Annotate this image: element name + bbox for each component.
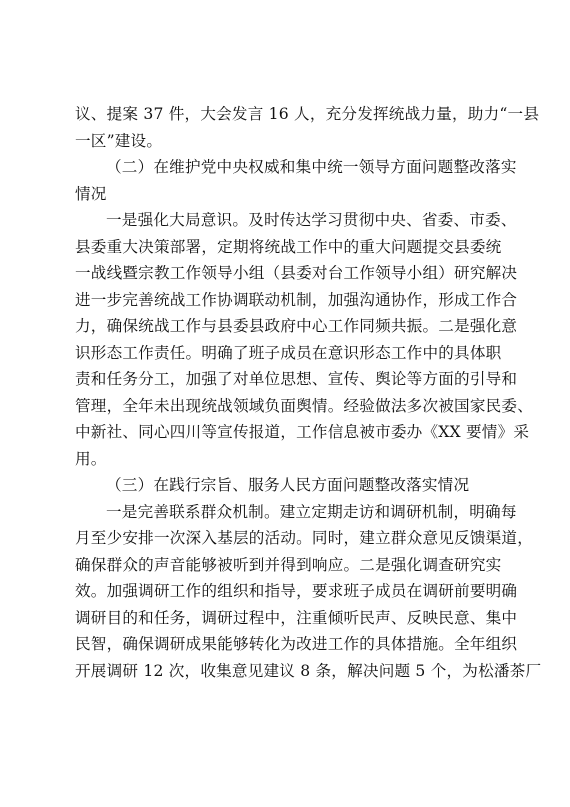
document-line: 月至少安排一次深入基层的活动。同时，建立群众意见反馈渠道， bbox=[75, 529, 534, 547]
document-line: 效。加强调研工作的组织和指导，要求班子成员在调研前要明确 bbox=[75, 582, 518, 600]
document-line: 一战线暨宗教工作领导小组（县委对台工作领导小组）研究解决 bbox=[75, 264, 518, 282]
document-line: 用。 bbox=[75, 449, 107, 468]
document-line: 识形态工作责任。明确了班子成员在意识形态工作中的具体职 bbox=[75, 343, 502, 362]
document-line: （二）在维护党中央权威和集中统一领导方面问题整改落实 bbox=[106, 158, 517, 176]
document-line: 中新社、同心四川等宣传报道，工作信息被市委办《XX 要情》采 bbox=[75, 423, 530, 441]
document-line: 开展调研 12 次，收集意见建议 8 条，解决问题 5 个，为松潘茶厂 bbox=[75, 661, 542, 680]
document-line: 管理，全年未出现统战领域负面舆情。经验做法多次被国家民委、 bbox=[75, 396, 534, 415]
document-line: 确保群众的声音能够被听到并得到响应。二是强化调查研究实 bbox=[75, 555, 502, 574]
document-line: 情况 bbox=[75, 184, 107, 203]
document-line: 进一步完善统战工作协调联动机制，加强沟通协作，形成工作合 bbox=[75, 290, 518, 309]
document-line: 一区”建设。 bbox=[75, 131, 163, 150]
document-line: 民智，确保调研成果能够转化为改进工作的具体措施。全年组织 bbox=[75, 635, 518, 653]
document-line: 议、提案 37 件，大会发言 16 人，充分发挥统战力量，助力“一县 bbox=[75, 105, 540, 123]
document-line: 一是完善联系群众机制。建立定期走访和调研机制，明确每 bbox=[106, 502, 517, 521]
document-line: 责和任务分工，加强了对单位思想、宣传、舆论等方面的引导和 bbox=[75, 370, 518, 388]
document-body bbox=[75, 101, 542, 684]
document-line: （三）在践行宗旨、服务人民方面问题整改落实情况 bbox=[106, 476, 470, 494]
document-line: 一是强化大局意识。及时传达学习贯彻中央、省委、市委、 bbox=[106, 211, 517, 229]
document-line: 力，确保统战工作与县委县政府中心工作同频共振。二是强化意 bbox=[75, 317, 518, 335]
document-line: 调研目的和任务，调研过程中，注重倾听民声、反映民意、集中 bbox=[75, 608, 518, 627]
document-line: 县委重大决策部署，定期将统战工作中的重大问题提交县委统 bbox=[75, 237, 502, 256]
